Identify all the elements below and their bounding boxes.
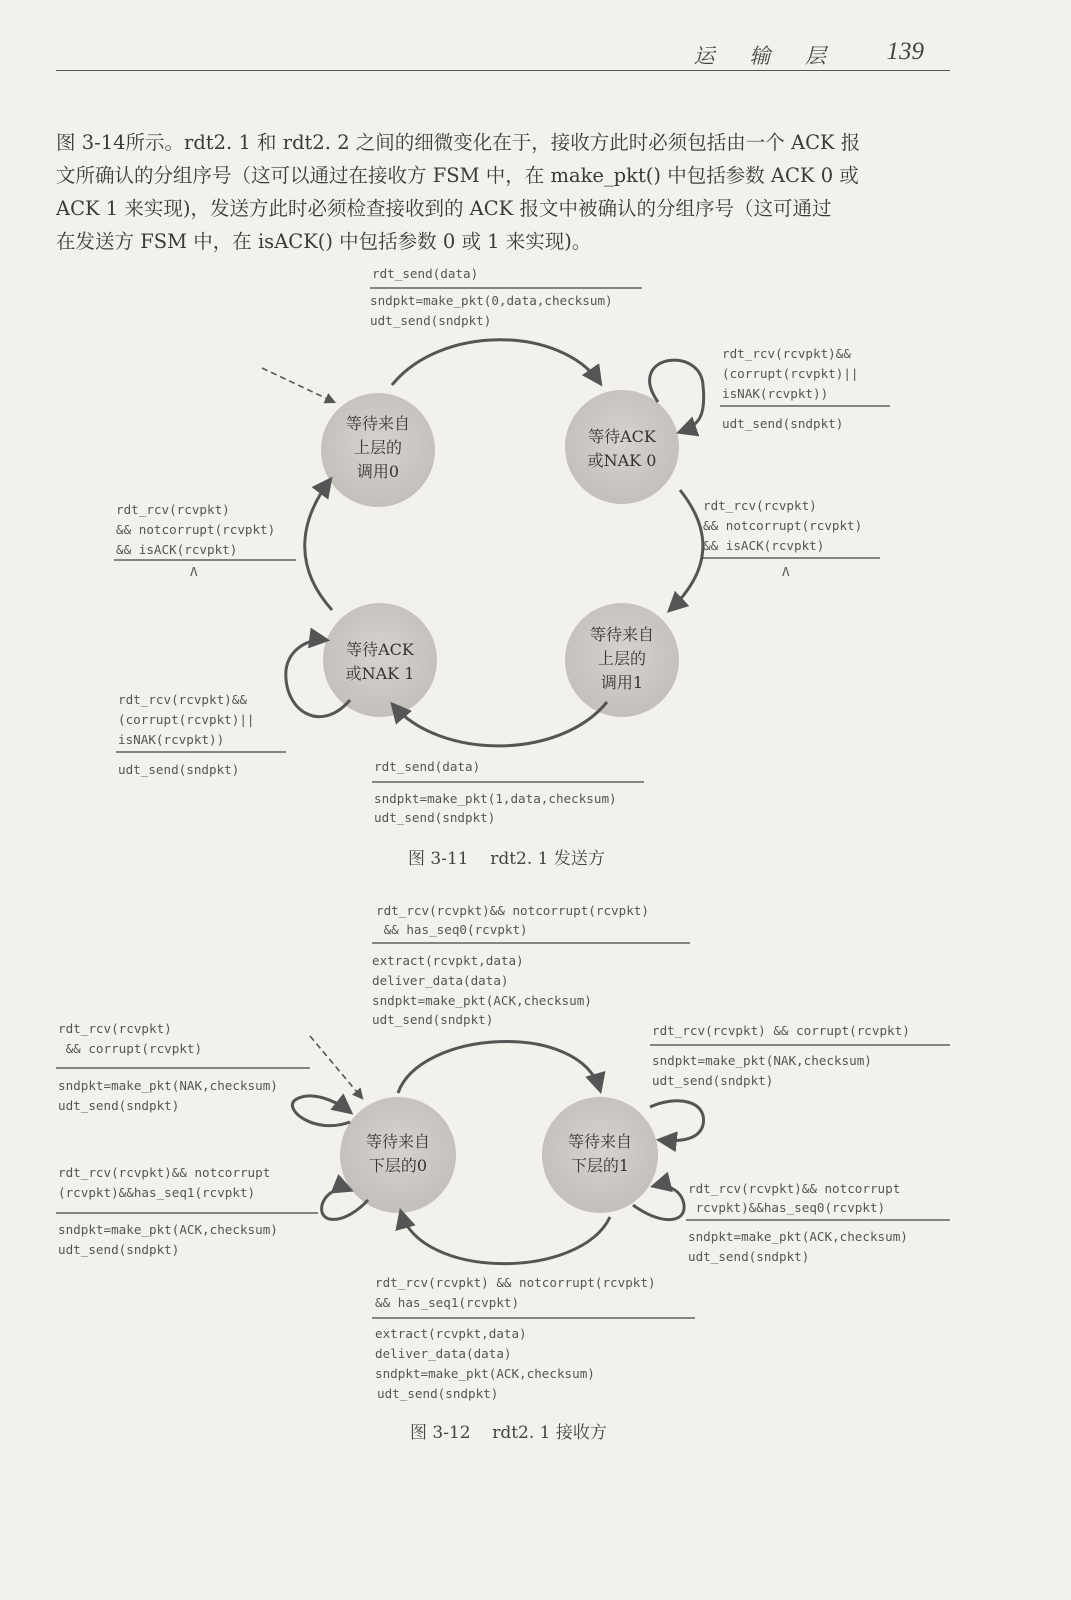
event-text: rdt_rcv(rcvpkt) && notcorrupt(rcvpkt) [375, 1275, 656, 1290]
action-text: sndpkt=make_pkt(ACK,checksum) [375, 1366, 595, 1381]
event-text: (corrupt(rcvpkt)|| [118, 712, 255, 727]
action-text: sndpkt=make_pkt(NAK,checksum) [652, 1053, 872, 1068]
initial-arrow [262, 368, 334, 402]
paragraph-line: ACK 1 来实现)，发送方此时必须检查接收到的 ACK 报文中被确认的分组序号（这可通过 [56, 197, 832, 220]
action-text: sndpkt=make_pkt(1,data,checksum) [374, 791, 617, 806]
state-wait-ack-0 [565, 390, 679, 504]
sender-label-right [701, 498, 880, 579]
state-wait-ack-1 [323, 603, 437, 717]
event-text: isNAK(rcvpkt)) [722, 386, 829, 401]
action-text: sndpkt=make_pkt(0,data,checksum) [370, 293, 613, 308]
receiver-label-bottom [372, 1275, 695, 1401]
state-label: 或NAK 0 [587, 451, 657, 470]
event-text: rcvpkt)&&has_seq0(rcvpkt) [688, 1200, 886, 1215]
state-label: 等待ACK [346, 640, 414, 659]
event-text: && has_seq1(rcvpkt) [375, 1295, 520, 1310]
sender-label-left [114, 502, 296, 579]
action-text: extract(rcvpkt,data) [372, 953, 524, 968]
event-text: isNAK(rcvpkt)) [118, 732, 225, 747]
self-loop-left-top [292, 1096, 350, 1126]
event-text: rdt_rcv(rcvpkt)&& [118, 692, 247, 707]
paragraph-line: 文所确认的分组序号（这可以通过在接收方 FSM 中，在 make_pkt() 中包括参数 ACK 0 或 [56, 164, 859, 187]
paragraph-line: 在发送方 FSM 中，在 isACK() 中包括参数 0 或 1 来实现)。 [56, 230, 592, 253]
event-text: rdt_rcv(rcvpkt)&& notcorrupt(rcvpkt) [376, 903, 649, 918]
state-label: 下层的1 [570, 1156, 630, 1175]
receiver-label-right-bottom [686, 1181, 950, 1264]
sender-label-self-ack1 [116, 692, 286, 777]
state-wait-call-1 [565, 603, 679, 717]
event-text: rdt_rcv(rcvpkt) [703, 498, 817, 513]
action-text: extract(rcvpkt,data) [375, 1326, 527, 1341]
event-text: && isACK(rcvpkt) [116, 542, 238, 557]
event-text: rdt_rcv(rcvpkt)&& [722, 346, 851, 361]
transition-arrow-bottom [393, 702, 607, 746]
state-label: 等待来自 [589, 625, 655, 644]
state-label: 调用1 [600, 673, 644, 692]
state-label: 等待ACK [588, 427, 656, 446]
state-wait-below-0 [340, 1097, 456, 1213]
action-text: sndpkt=make_pkt(NAK,checksum) [58, 1078, 278, 1093]
state-label: 下层的0 [368, 1156, 428, 1175]
event-text: && corrupt(rcvpkt) [58, 1041, 203, 1056]
transition-arrow-right [670, 490, 703, 610]
state-label: 上层的 [597, 649, 647, 668]
paragraph-line: 图 3-14所示。rdt2. 1 和 rdt2. 2 之间的细微变化在于，接收方此时必须包括由一个 ACK 报 [56, 131, 861, 154]
action-text: udt_send(sndpkt) [58, 1242, 180, 1257]
action-text: udt_send(sndpkt) [370, 313, 492, 328]
event-text: && notcorrupt(rcvpkt) [703, 518, 863, 533]
action-text: udt_send(sndpkt) [377, 1386, 499, 1401]
state-wait-call-0 [321, 393, 435, 507]
event-text: && isACK(rcvpkt) [703, 538, 825, 553]
event-text: rdt_rcv(rcvpkt) [58, 1021, 172, 1036]
transition-arrow-top [392, 340, 600, 385]
event-text: && notcorrupt(rcvpkt) [116, 522, 276, 537]
action-text: deliver_data(data) [372, 973, 509, 988]
state-label: 等待来自 [345, 414, 411, 433]
self-loop-right-top [650, 1101, 704, 1141]
initial-arrow [310, 1036, 362, 1098]
action-text: Λ [782, 564, 790, 579]
transition-arrow-top [398, 1042, 600, 1093]
event-text: rdt_send(data) [372, 266, 479, 281]
sender-label-top [370, 266, 642, 328]
sender-label-bottom [372, 759, 644, 825]
sender-fsm [114, 266, 890, 869]
state-label: 调用0 [356, 462, 400, 481]
section-title: 运 输 层 [693, 44, 840, 68]
state-label: 上层的 [353, 438, 403, 457]
transition-arrow-left [305, 480, 332, 610]
action-text: sndpkt=make_pkt(ACK,checksum) [58, 1222, 278, 1237]
event-text: rdt_rcv(rcvpkt)&& notcorrupt [58, 1165, 271, 1180]
state-wait-below-1 [542, 1097, 658, 1213]
receiver-label-left-bottom [56, 1165, 318, 1257]
state-label: 等待来自 [365, 1132, 431, 1151]
action-text: udt_send(sndpkt) [652, 1073, 774, 1088]
transition-arrow-bottom [401, 1212, 610, 1264]
action-text: udt_send(sndpkt) [688, 1249, 810, 1264]
action-text: udt_send(sndpkt) [722, 416, 844, 431]
figure-caption: 图 3-12 rdt2. 1 接收方 [410, 1423, 607, 1443]
action-text: Λ [190, 564, 198, 579]
receiver-label-top [372, 903, 690, 1027]
event-text: rdt_send(data) [374, 759, 481, 774]
action-text: udt_send(sndpkt) [372, 1012, 494, 1027]
action-text: deliver_data(data) [375, 1346, 512, 1361]
event-text: (rcvpkt)&&has_seq1(rcvpkt) [58, 1185, 256, 1200]
action-text: sndpkt=make_pkt(ACK,checksum) [372, 993, 592, 1008]
event-text: (corrupt(rcvpkt)|| [722, 366, 859, 381]
action-text: udt_send(sndpkt) [58, 1098, 180, 1113]
action-text: sndpkt=make_pkt(ACK,checksum) [688, 1229, 908, 1244]
state-label: 或NAK 1 [345, 664, 415, 683]
receiver-label-left-top [56, 1021, 310, 1113]
event-text: rdt_rcv(rcvpkt) [116, 502, 230, 517]
action-text: udt_send(sndpkt) [118, 762, 240, 777]
action-text: udt_send(sndpkt) [374, 810, 496, 825]
event-text: && has_seq0(rcvpkt) [376, 922, 528, 937]
sender-label-self-ack0 [720, 346, 890, 431]
page-number: 139 [886, 38, 924, 65]
event-text: rdt_rcv(rcvpkt)&& notcorrupt [688, 1181, 901, 1196]
state-label: 等待来自 [567, 1132, 633, 1151]
receiver-label-right-top [650, 1023, 950, 1088]
receiver-fsm [56, 903, 950, 1443]
figure-caption: 图 3-11 rdt2. 1 发送方 [408, 849, 605, 869]
event-text: rdt_rcv(rcvpkt) && corrupt(rcvpkt) [652, 1023, 910, 1038]
